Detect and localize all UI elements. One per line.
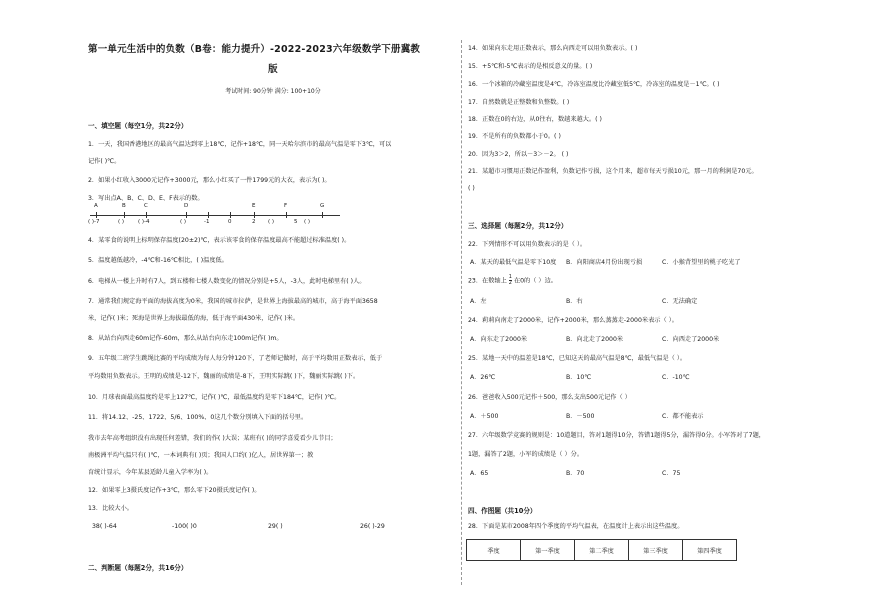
- point-label-b: B: [122, 203, 126, 209]
- q27-option-b: B．70: [566, 470, 585, 477]
- question-6: 6．电梯从一楼上升时有7人，到五楼和七楼人数变化的情况分别是+5人，-3人，此时电梯里有( )人。: [88, 278, 366, 285]
- q25-option-a: A．26℃: [470, 374, 496, 381]
- point-label-f: F: [284, 203, 288, 209]
- compare-item-1: 38( )-64: [92, 523, 117, 530]
- q23-option-a: A．左: [470, 298, 487, 305]
- question-7-cont: 米，记作( )米；死海是世界上海拔最低的海，低于海平面430米，记作( )米。: [88, 315, 300, 322]
- number-line-value: ( ): [268, 219, 275, 225]
- question-21-answer: ( ): [468, 185, 475, 192]
- question-10: 10．月球表面最高温度约是零上127℃，记作( )℃，最低温度约是零下184℃，记作( )℃。: [88, 394, 341, 401]
- number-line-value: ( ): [304, 219, 311, 225]
- question-17: 17．自然数就是正整数和负整数。( ): [468, 99, 570, 106]
- question-11-line-3: 南极洲平均气温只有( )℃，一本词典有( )页；我国人口约( )亿人，居世界第一；教: [88, 452, 314, 459]
- point-label-a: A: [94, 203, 98, 209]
- question-25: 25．某地一天中的温差是18℃，已知这天的最高气温是8℃，最低气温是（ ）。: [468, 355, 687, 362]
- exam-info: 考试时间: 90分钟 满分: 100+10分: [225, 88, 321, 95]
- tick: [286, 212, 287, 218]
- question-15: 15．+5℃和-5℃表示的是相反意义的量。( ): [468, 63, 593, 70]
- question-18: 18．正数在0的右边，从0往右，数越来越大。( ): [468, 116, 602, 123]
- question-27: 27．六年级数学竞赛的规则是：10道题目，答对1题得10分，答错1题得5分，漏答得0分。小军答对了7题，: [468, 432, 765, 439]
- question-4: 4．某零食的说明上标明保存温度(20±2)℃，表示该零食的保存温度最高不能超过标准温度( )。: [88, 237, 351, 244]
- q24-option-c: C．向西走了2000米: [662, 336, 720, 343]
- question-13: 13．比较大小。: [88, 505, 133, 512]
- exam-title: [88, 40, 458, 80]
- tick: [96, 212, 97, 218]
- q23-option-c: C．无法确定: [662, 298, 698, 305]
- q26-option-c: C．都不能表示: [662, 413, 704, 420]
- question-8: 8．从站台向西走60m记作-60m，那么从站台向东走100m记作( )m。: [88, 335, 283, 342]
- title-line-2: 版: [268, 64, 278, 75]
- question-1: 1．一天，我国香港地区的最高气温达到零上18℃，记作+18℃，同一天哈尔滨市的最高气温是零下3℃，可以: [88, 141, 392, 148]
- section-choice-heading: 三、选择题（每题2分，共12分）: [468, 222, 568, 230]
- number-line-value: ( )-4: [138, 219, 150, 225]
- number-line-value: 0: [228, 219, 232, 225]
- question-7: 7．通常我们规定海平面的海拔高度为0米，我国的城市拉萨，是世界上海拔最高的城市，高于海平面3658: [88, 298, 378, 305]
- question-11-line-4: 育统计显示，今年某县适龄儿童入学率为( )。: [88, 469, 213, 476]
- question-9-cont: 平均数用负数表示。王明的成绩是-12下，魏丽的成绩是-8下，王明实际跳( )下，魏丽实际跳( )下。: [88, 373, 360, 380]
- question-1-cont: 记作( )℃。: [88, 158, 121, 165]
- question-22: 22．下列情形不可以用负数表示的是（ ）。: [468, 241, 587, 248]
- point-label-e: E: [252, 203, 256, 209]
- q23-text-end: 在0的（ ）边。: [513, 277, 557, 285]
- table-header-cell: 第四季度: [683, 540, 737, 561]
- tick: [230, 212, 231, 218]
- compare-item-3: 29( ): [268, 523, 283, 530]
- question-28: 28．下面是某市2008年四个季度的平均气温表，在温度计上表示出这些温度。: [468, 523, 684, 530]
- table-header-row: [467, 540, 737, 561]
- section-drawing-heading: 四、作图题（共10分）: [468, 507, 537, 515]
- compare-item-2: -100( )0: [172, 523, 197, 530]
- question-11: 11．将14.12、-25、1722、5/6、100%、0这几个数分别填入下面的括号里。: [88, 414, 308, 421]
- column-divider: [461, 40, 462, 585]
- point-label-d: D: [184, 203, 189, 209]
- q24-option-b: B．向北走了2000米: [566, 336, 624, 343]
- number-line-axis: [90, 215, 340, 216]
- number-line-value: ( ): [118, 219, 125, 225]
- question-2: 2．如果小红收入3000元记作+3000元，那么小红买了一件1799元的大衣，表示为( )。: [88, 177, 331, 184]
- table-header-cell: 第三季度: [629, 540, 683, 561]
- q24-option-a: A．向东走了2000米: [470, 336, 528, 343]
- section-fill-in-heading: 一、填空题（每空1分，共22分）: [88, 122, 188, 130]
- tick: [254, 212, 255, 218]
- table-header-cell: 季度: [467, 540, 521, 561]
- number-line-value: 5: [294, 219, 298, 225]
- number-line-value: ( )-7: [88, 219, 100, 225]
- question-14: 14．如果向东走用正数表示，那么向西走可以用负数表示。( ): [468, 45, 638, 52]
- q26-option-a: A．＋500: [470, 413, 499, 420]
- question-26: 26．爸爸收入500元记作＋500，那么支出500元记作（ ）: [468, 394, 631, 401]
- question-20: 20．因为3＞2，所以－3＞－2。 ( ): [468, 151, 569, 158]
- number-line-value: -1: [204, 219, 210, 225]
- q27-option-c: C．75: [662, 470, 681, 477]
- question-16: 16．一个冰箱的冷藏室温度是4℃，冷冻室温度比冷藏室低5℃，冷冻室的温度是－1℃。( ): [468, 81, 720, 88]
- section-judge-heading: 二、判断题（每题2分，共16分）: [88, 564, 188, 572]
- point-label-g: G: [320, 203, 325, 209]
- q23-text-start: 23．在数轴上: [468, 277, 507, 285]
- point-label-c: C: [144, 203, 148, 209]
- question-12: 12．如果零上3摄氏度记作+3℃，那么零下20摄氏度记作( )。: [88, 487, 261, 494]
- question-5: 5．温度越低越冷，-4℃和-16℃相比，( )温度低。: [88, 257, 228, 264]
- fraction-one-half: [509, 275, 512, 286]
- tick: [146, 212, 147, 218]
- question-21: 21．某超市习惯用正数记作盈利，负数记作亏损，这个月来，超市每天亏损10元，那一月的利润是70元。: [468, 168, 758, 175]
- season-temperature-table: [466, 539, 737, 561]
- q23-option-b: B．右: [566, 298, 583, 305]
- question-24: 24．莉莉向南走了2000米，记作+2000米，那么蒸蒸走-2000米表示（ ）。: [468, 317, 678, 324]
- question-3: 3．写出点A、B、C、D、E、F表示的数。: [88, 195, 204, 202]
- tick: [208, 212, 209, 218]
- number-line-value: 2: [252, 219, 256, 225]
- tick: [186, 212, 187, 218]
- q25-option-c: C．-10℃: [662, 374, 690, 381]
- q22-option-b: B．向阳商店4月份出现亏损: [566, 259, 643, 266]
- number-line: [88, 203, 348, 233]
- tick: [322, 212, 323, 218]
- fraction-numerator: 1: [508, 274, 512, 280]
- question-27-cont: 1题，漏答了2题，小军的成绩是（ ）分。: [468, 451, 584, 458]
- table-header-cell: 第二季度: [575, 540, 629, 561]
- fraction-denominator: 2: [508, 280, 512, 286]
- q22-option-a: A．某天的最低气温是零下10度: [470, 259, 557, 266]
- q25-option-b: B．10℃: [566, 374, 592, 381]
- question-11-line-2: 我市去年高考组织没有出现任何差错，我们的作( )大误；某班有( )的同学喜爱看少儿节目；: [88, 435, 337, 442]
- title-line-1: 第一单元生活中的负数（B卷：能力提升）-2022-2023六年级数学下册冀教: [88, 44, 421, 55]
- question-19: 19．不是所有的负数都小于0。( ): [468, 133, 561, 140]
- question-23: [468, 275, 557, 286]
- q22-option-c: C．小猴背望里的桃子吃光了: [662, 259, 741, 266]
- q26-option-b: B．－500: [566, 413, 595, 420]
- table-header-cell: 第一季度: [521, 540, 575, 561]
- q27-option-a: A．65: [470, 470, 489, 477]
- number-line-value: ( ): [180, 219, 187, 225]
- compare-item-4: 26( )-29: [360, 523, 385, 530]
- tick: [124, 212, 125, 218]
- question-9: 9．五年级二班学生跳绳比赛的平均成绩为每人每分钟120下，了老师记做时，高于平均数用正数表示，低于: [88, 355, 383, 362]
